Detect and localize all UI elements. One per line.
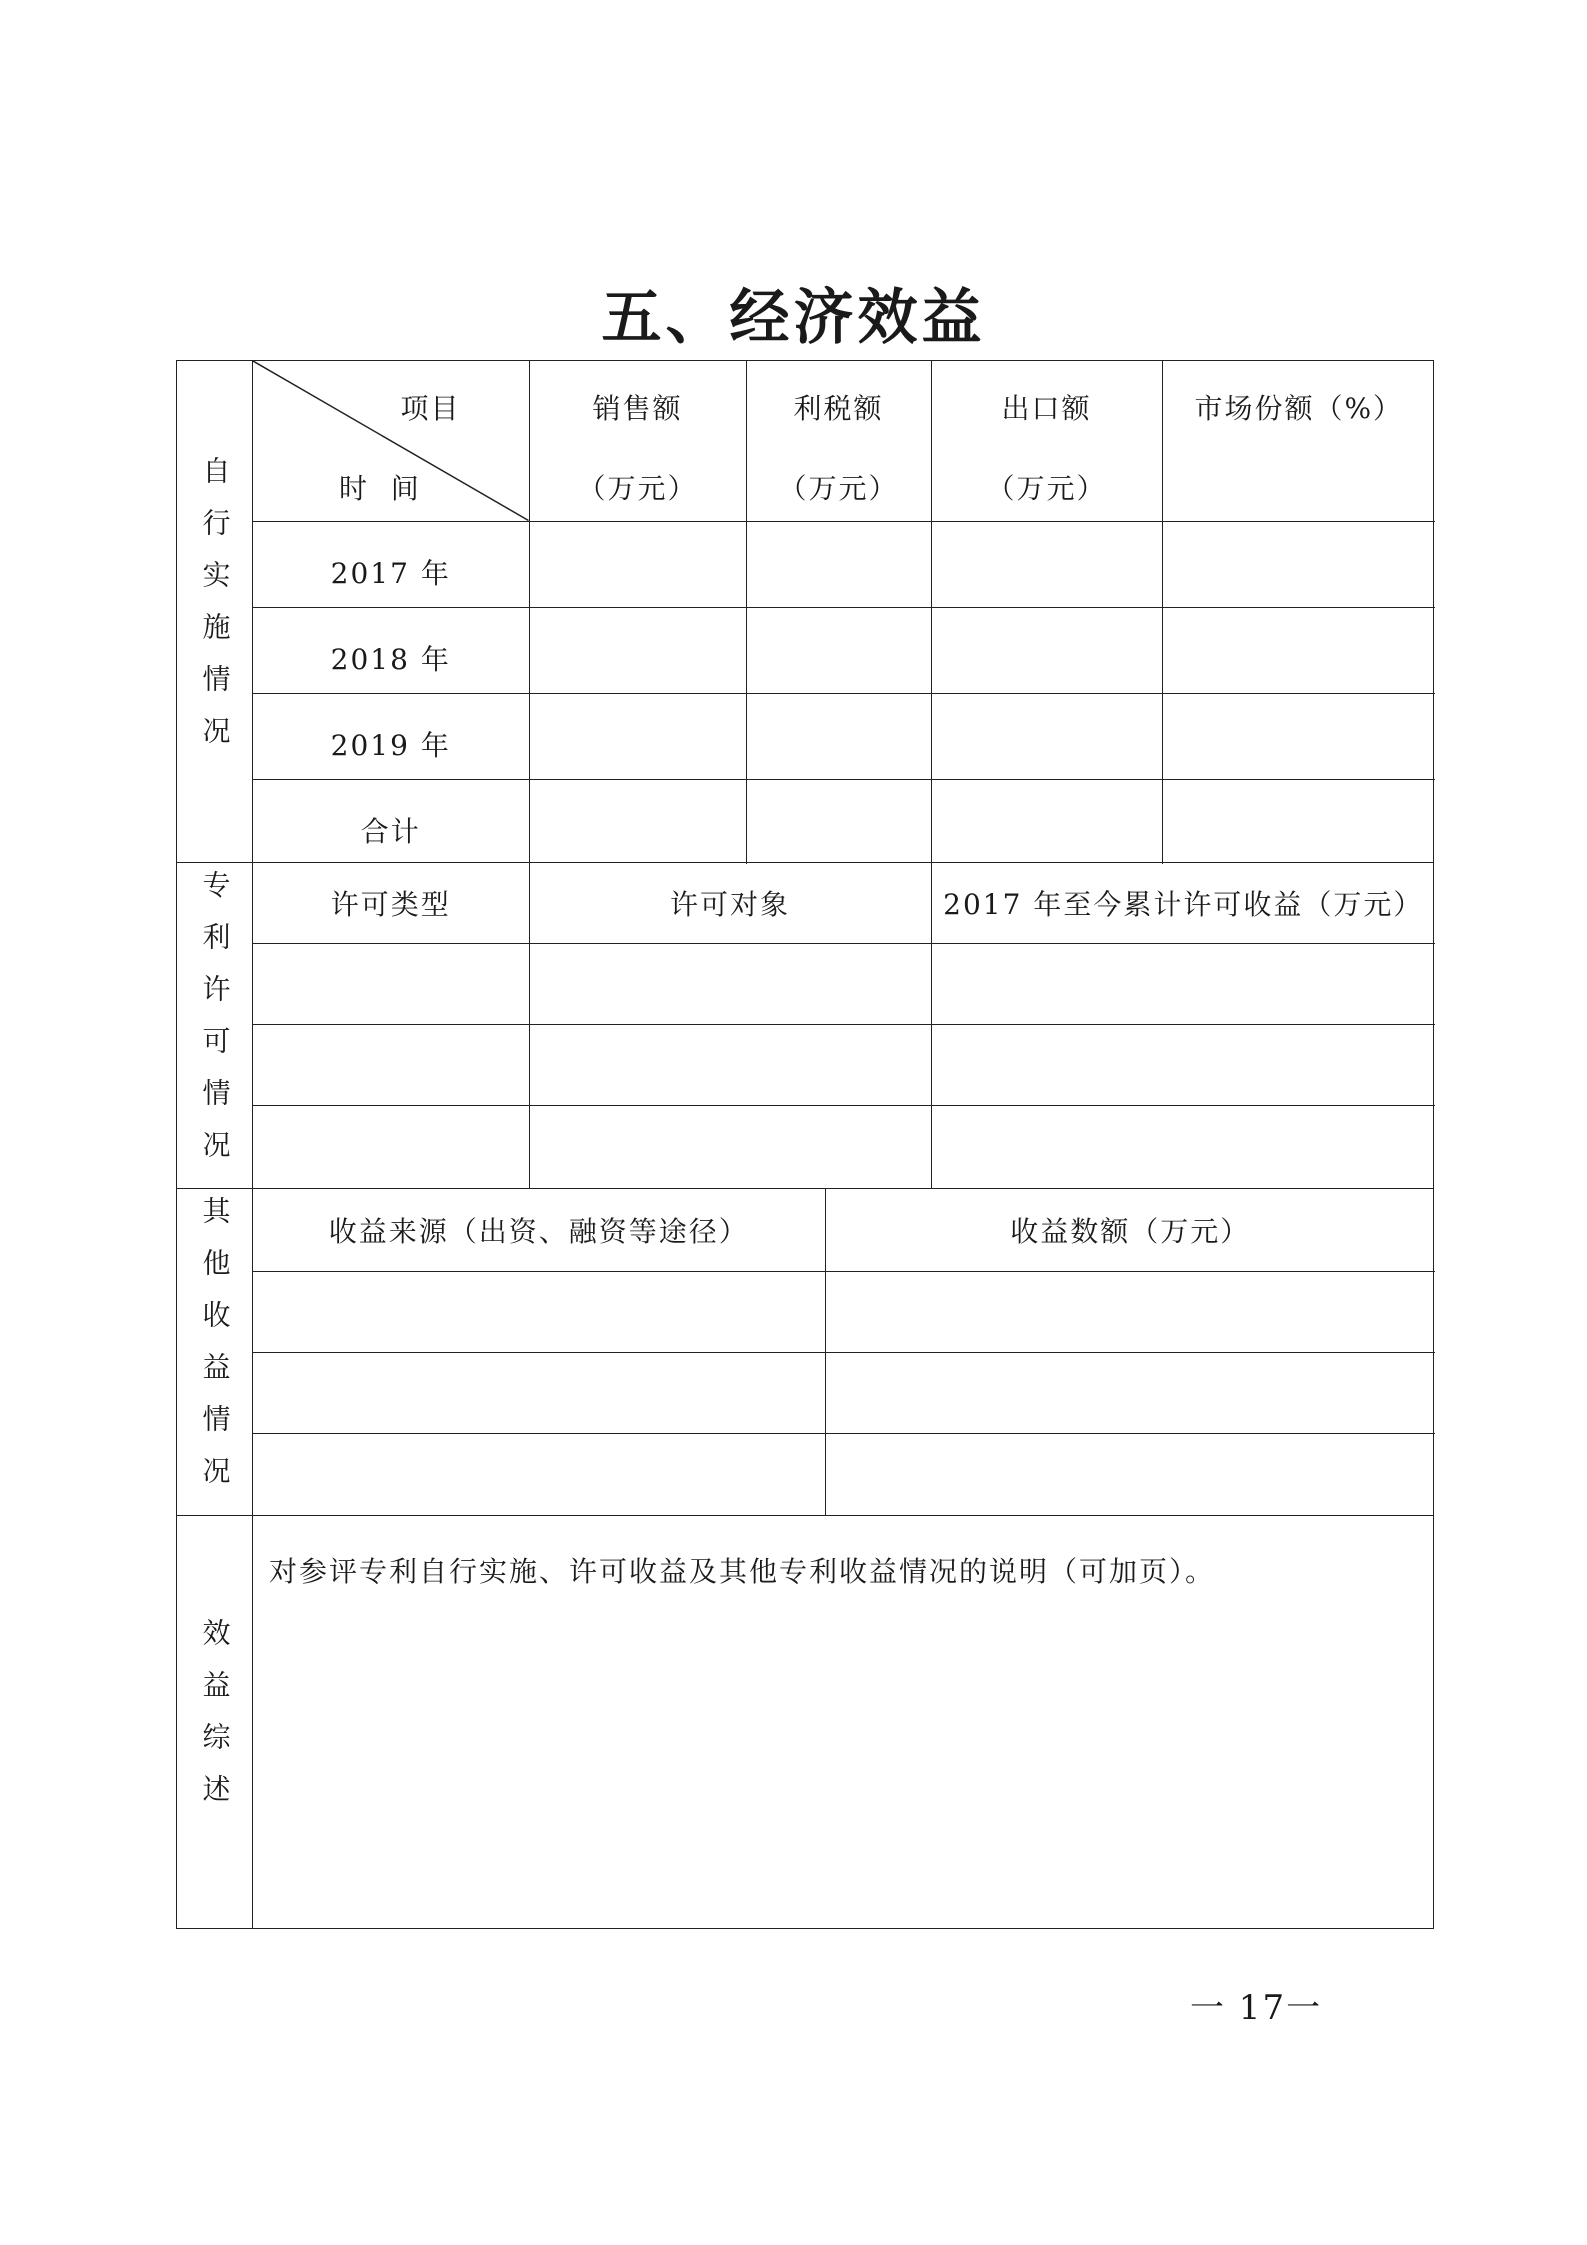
input-cell[interactable] — [746, 607, 931, 693]
input-cell[interactable] — [746, 521, 931, 607]
benefit-summary-section — [176, 1515, 1434, 1929]
table-row — [253, 1024, 1435, 1105]
row-label: 2018 年 — [253, 607, 529, 693]
input-cell[interactable] — [253, 1106, 529, 1188]
input-cell[interactable] — [253, 1352, 825, 1433]
input-cell[interactable] — [529, 943, 931, 1024]
input-cell[interactable] — [529, 693, 746, 779]
table-row — [253, 1433, 1435, 1515]
other-income-label: 其他收益情况 — [198, 1196, 232, 1508]
table-row — [253, 779, 1435, 864]
table-row — [253, 1106, 1435, 1188]
input-cell[interactable] — [931, 943, 1435, 1024]
row-label: 2017 年 — [253, 521, 529, 607]
patent-license-table — [253, 863, 1435, 1188]
input-cell[interactable] — [253, 1433, 825, 1515]
input-cell[interactable] — [746, 693, 931, 779]
section-label — [177, 1516, 253, 1928]
table-row — [253, 521, 1435, 607]
header-item-label: 项目 — [400, 392, 461, 425]
input-cell[interactable] — [253, 1271, 825, 1352]
page-title: 五、经济效益 — [601, 283, 986, 353]
table-row — [253, 943, 1435, 1024]
patent-license-label: 专利许可情况 — [198, 869, 232, 1182]
input-cell[interactable] — [1162, 693, 1435, 779]
column-header: 收益来源（出资、融资等途径） — [253, 1189, 825, 1271]
input-cell[interactable] — [253, 1024, 529, 1105]
self-implementation-label: 自行实施情况 — [198, 455, 232, 768]
section-label — [177, 1189, 253, 1515]
benefit-summary-label: 效益综述 — [198, 1618, 232, 1826]
table-row — [253, 1271, 1435, 1352]
input-cell[interactable] — [931, 607, 1162, 693]
input-cell[interactable] — [1162, 521, 1435, 607]
summary-instruction: 对参评专利自行实施、许可收益及其他专利收益情况的说明（可加页）。 — [269, 1555, 1216, 1588]
self-implementation-table — [253, 361, 1435, 864]
input-cell[interactable] — [529, 779, 746, 864]
diagonal-header-cell — [253, 361, 529, 521]
input-cell[interactable] — [529, 607, 746, 693]
table-row — [253, 1352, 1435, 1433]
input-cell[interactable] — [931, 521, 1162, 607]
other-income-table — [253, 1189, 1435, 1515]
column-header: 利税额 （万元） — [746, 361, 931, 521]
input-cell[interactable] — [825, 1352, 1435, 1433]
header-time-label: 时 间 — [339, 471, 421, 505]
other-income-section — [176, 1188, 1434, 1516]
input-cell[interactable] — [825, 1271, 1435, 1352]
patent-license-section — [176, 862, 1434, 1189]
page-number: 一 17一 — [1190, 1988, 1323, 2028]
column-header: 收益数额（万元） — [825, 1189, 1435, 1271]
input-cell[interactable] — [931, 1106, 1435, 1188]
column-header: 市场份额（%） — [1162, 361, 1435, 521]
input-cell[interactable] — [746, 779, 931, 864]
section-label — [177, 361, 253, 862]
column-header: 许可对象 — [529, 863, 931, 943]
self-implementation-section — [176, 360, 1434, 863]
input-cell[interactable] — [931, 693, 1162, 779]
input-cell[interactable] — [931, 779, 1162, 864]
column-header: 销售额 （万元） — [529, 361, 746, 521]
column-header: 出口额 （万元） — [931, 361, 1162, 521]
column-header: 2017 年至今累计许可收益（万元） — [931, 863, 1435, 943]
input-cell[interactable] — [1162, 607, 1435, 693]
row-label: 2019 年 — [253, 693, 529, 779]
input-cell[interactable] — [253, 943, 529, 1024]
column-header: 许可类型 — [253, 863, 529, 943]
input-cell[interactable] — [931, 1024, 1435, 1105]
summary-text-area[interactable] — [253, 1516, 1433, 1928]
table-row — [253, 607, 1435, 693]
input-cell[interactable] — [529, 521, 746, 607]
row-label: 合计 — [253, 779, 529, 864]
input-cell[interactable] — [825, 1433, 1435, 1515]
input-cell[interactable] — [529, 1106, 931, 1188]
input-cell[interactable] — [1162, 779, 1435, 864]
table-row — [253, 693, 1435, 779]
input-cell[interactable] — [529, 1024, 931, 1105]
section-label — [177, 863, 253, 1188]
